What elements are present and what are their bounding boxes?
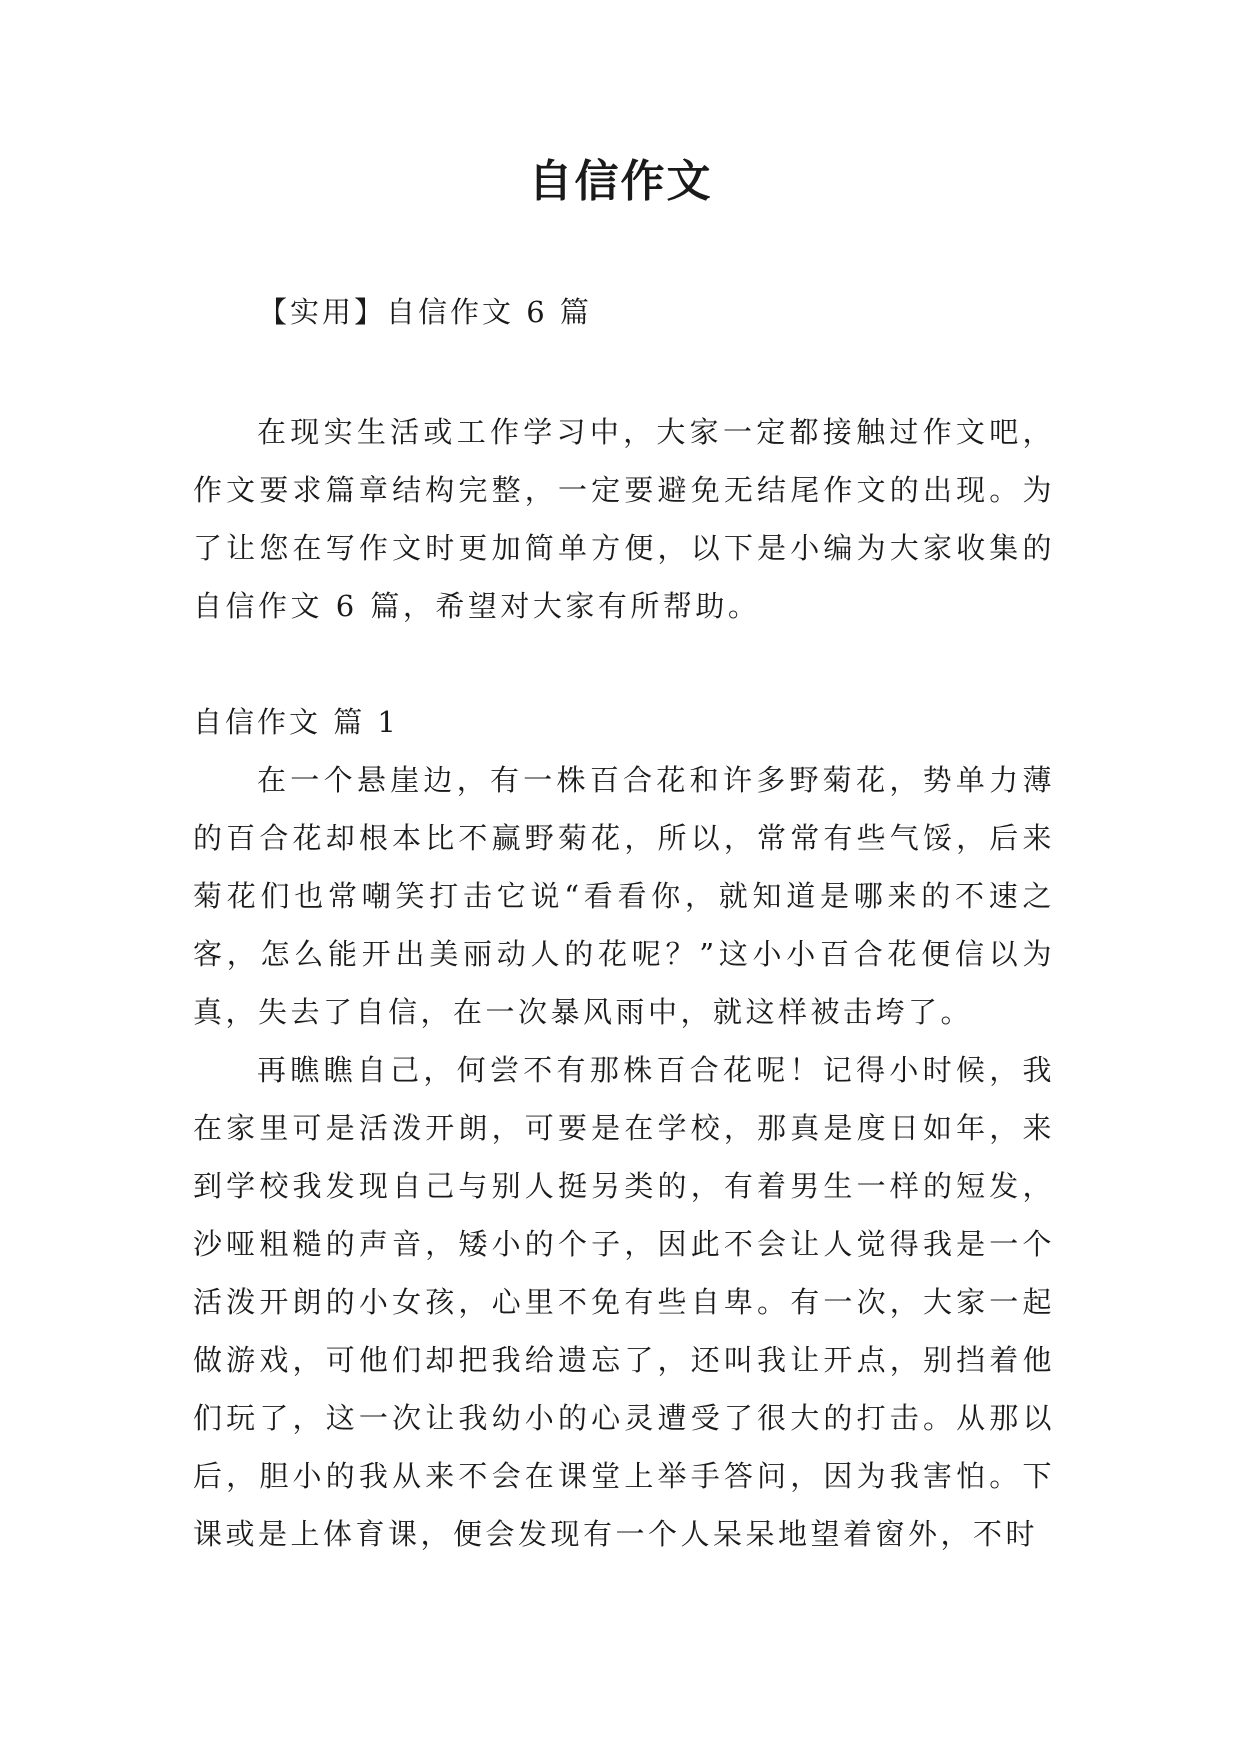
essay-section-1 [193, 693, 1055, 1563]
intro-paragraph: 在现实生活或工作学习中，大家一定都接触过作文吧，作文要求篇章结构完整，一定要避免无结尾作文的出现。为了让您在写作文时更加简单方便，以下是小编为大家收集的自信作文 6 篇，希望对大家有所帮助。 [193, 415, 1055, 623]
page-title: 自信作文 [528, 156, 713, 207]
document-subtitle: 【实用】自信作文 6 篇 [258, 295, 592, 329]
section-heading: 自信作文 篇 1 [193, 705, 399, 739]
essay-paragraph: 再瞧瞧自己，何尝不有那株百合花呢！记得小时候，我在家里可是活泼开朗，可要是在学校，那真是度日如年，来到学校我发现自己与别人挺另类的，有着男生一样的短发，沙哑粗糙的声音，矮小的个子，因此不会让人觉得我是一个活泼开朗的小女孩，心里不免有些自卑。有一次，大家一起做游戏，可他们却把我给遗忘了，还叫我让开点，别挡着他们玩了，这一次让我幼小的心灵遭受了很大的打击。从那以后，胆小的我从来不会在课堂上举手答问，因为我害怕。下课或是上体育课，便会发现有一个人呆呆地望着窗外，不时 [193, 1053, 1055, 1551]
essay-paragraph: 在一个悬崖边，有一株百合花和许多野菊花，势单力薄的百合花却根本比不赢野菊花，所以，常常有些气馁，后来菊花们也常嘲笑打击它说“看看你，就知道是哪来的不速之客，怎么能开出美丽动人的花呢？”这小小百合花便信以为真，失去了自信，在一次暴风雨中，就这样被击垮了。 [193, 763, 1055, 1029]
intro-block [193, 403, 1055, 635]
